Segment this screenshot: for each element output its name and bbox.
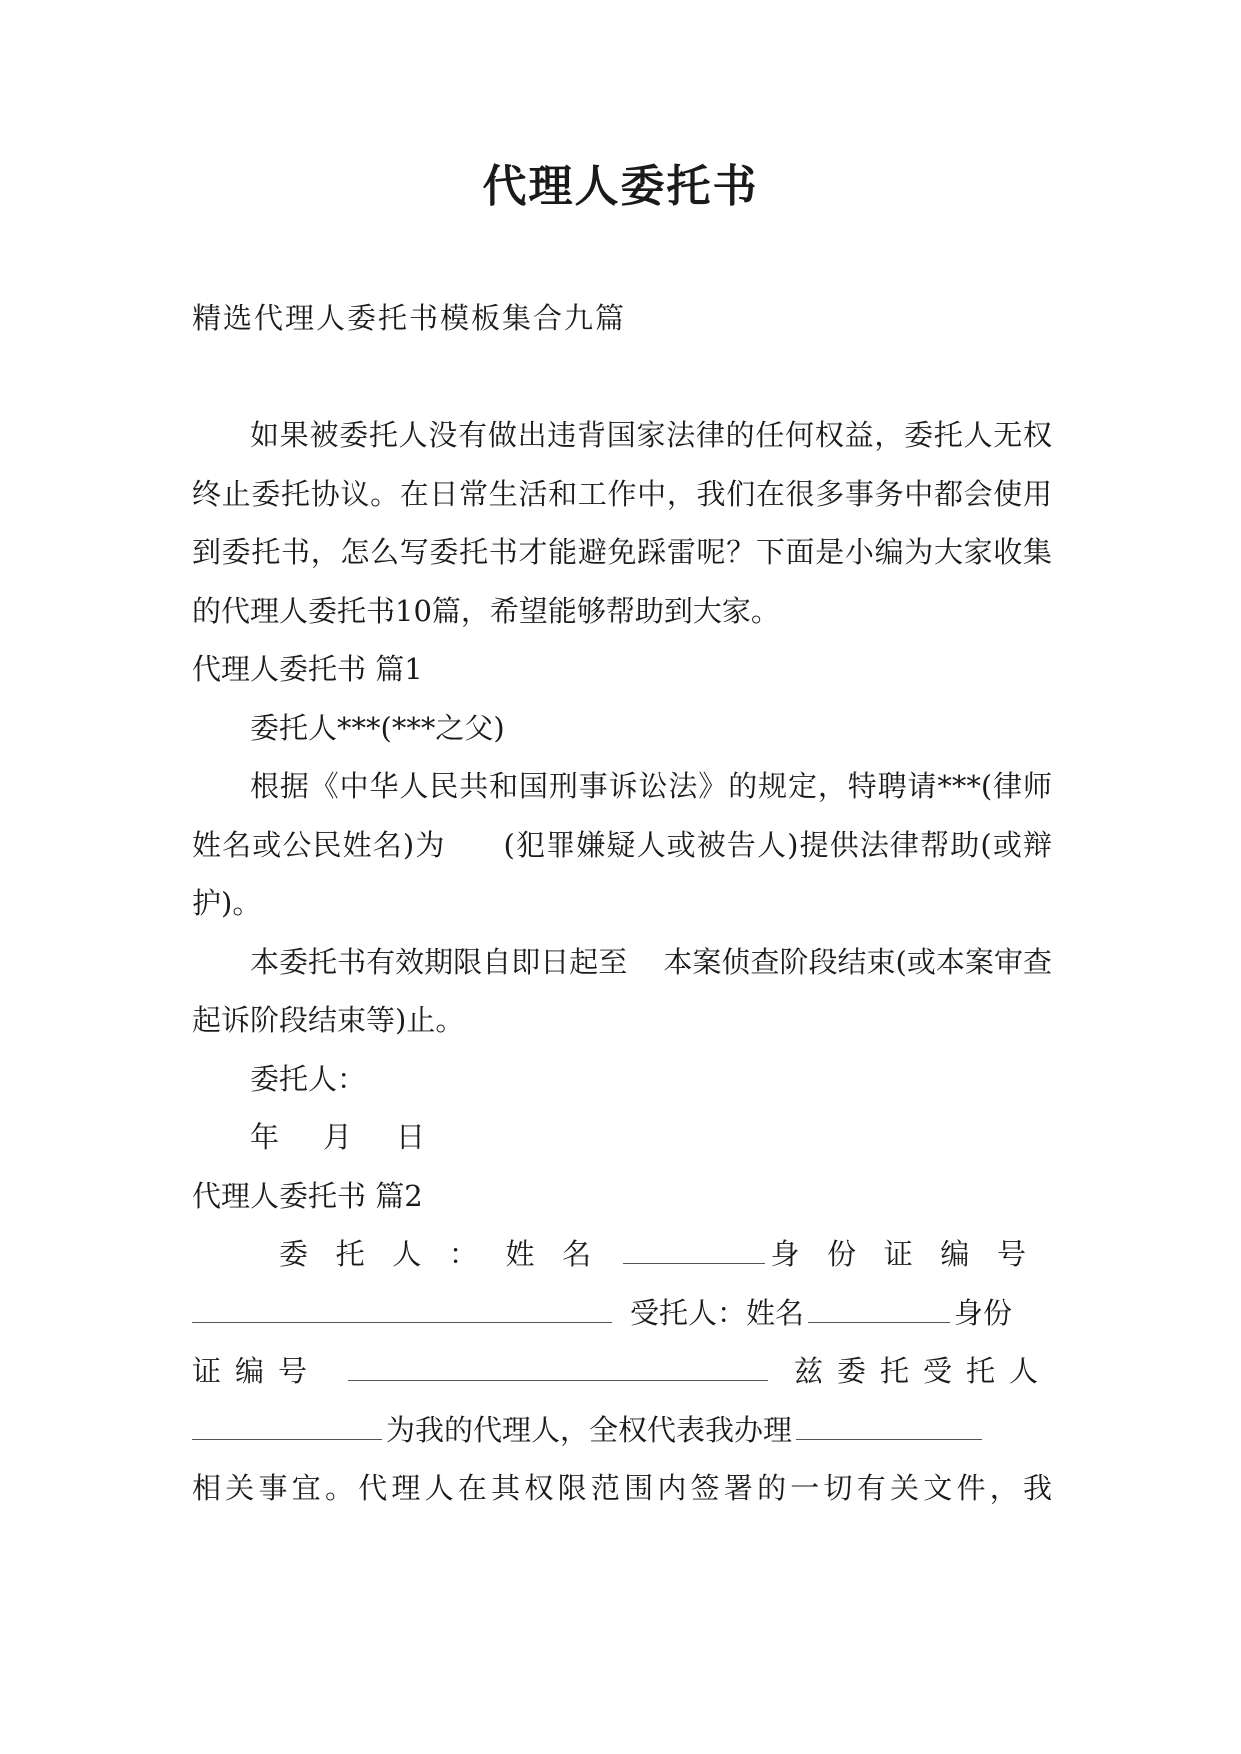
signature-line: 委托人： bbox=[250, 1061, 367, 1096]
intro-paragraph: 如果被委托人没有做出违背国家法律的任何权益，委托人无权终止委托协议。在日常生活和工作中，我们在很多事务中都会使用到委托书，怎么写委托书才能避免踩雷呢？下面是小编为大家收集的代理人委托书10篇，希望能够帮助到大家。 bbox=[192, 418, 1052, 628]
validity-text-b: 本案侦查阶段结束(或本案审查起诉阶段结束等)止。 bbox=[192, 944, 1052, 1037]
validity-text-a: 本委托书有效期限自即日起至 bbox=[250, 944, 628, 979]
principal-id-label: 身份证编号 bbox=[768, 1237, 1052, 1271]
agent-name-blank-2 bbox=[192, 1438, 382, 1440]
principal-info-line bbox=[192, 1225, 1052, 1284]
date-year: 年 bbox=[250, 1120, 280, 1154]
matter-blank bbox=[796, 1438, 982, 1440]
engagement-text-a: 根据《中华人民共和国刑事诉讼法》的规定，特聘请***(律师姓名或公民姓名)为 bbox=[192, 769, 1052, 862]
authorization-text: 为我的代理人，全权代表我办理 bbox=[386, 1412, 793, 1447]
principal-line: 委托人***(***之父) bbox=[250, 710, 505, 745]
agent-name-blank bbox=[808, 1321, 950, 1323]
document-body bbox=[192, 406, 1052, 1518]
document-subtitle: 精选代理人委托书模板集合九篇 bbox=[192, 301, 627, 335]
matters-line: 相关事宜。代理人在其权限范围内签署的一切有关文件，我 bbox=[192, 1471, 1052, 1505]
principal-name-label: 委托人：姓名 bbox=[279, 1237, 619, 1271]
principal-id-blank bbox=[192, 1321, 612, 1323]
authorization-line bbox=[192, 1401, 1052, 1460]
agent-id-line bbox=[192, 1342, 1052, 1401]
date-day: 日 bbox=[396, 1120, 426, 1154]
date-month: 月 bbox=[323, 1120, 353, 1154]
date-line bbox=[192, 1108, 1052, 1167]
agent-id-blank bbox=[348, 1379, 768, 1381]
agent-name-label: 受托人：姓名 bbox=[630, 1295, 805, 1330]
document-title: 代理人委托书 bbox=[482, 161, 759, 212]
agent-info-line bbox=[192, 1284, 1052, 1343]
engagement-paragraph bbox=[192, 757, 1052, 933]
principal-name-blank bbox=[623, 1262, 765, 1264]
section-heading-2: 代理人委托书 篇2 bbox=[192, 1178, 423, 1213]
agent-id-label-2: 证编号 bbox=[192, 1354, 322, 1388]
section-heading-1: 代理人委托书 篇1 bbox=[192, 652, 423, 686]
entrust-label: 兹委托受托人 bbox=[793, 1354, 1052, 1388]
agent-id-label: 身份 bbox=[954, 1295, 1013, 1330]
engagement-text-b: (犯罪嫌疑人或被告人)提供法律帮助(或辩护)。 bbox=[192, 827, 1052, 920]
validity-paragraph bbox=[192, 933, 1052, 1050]
